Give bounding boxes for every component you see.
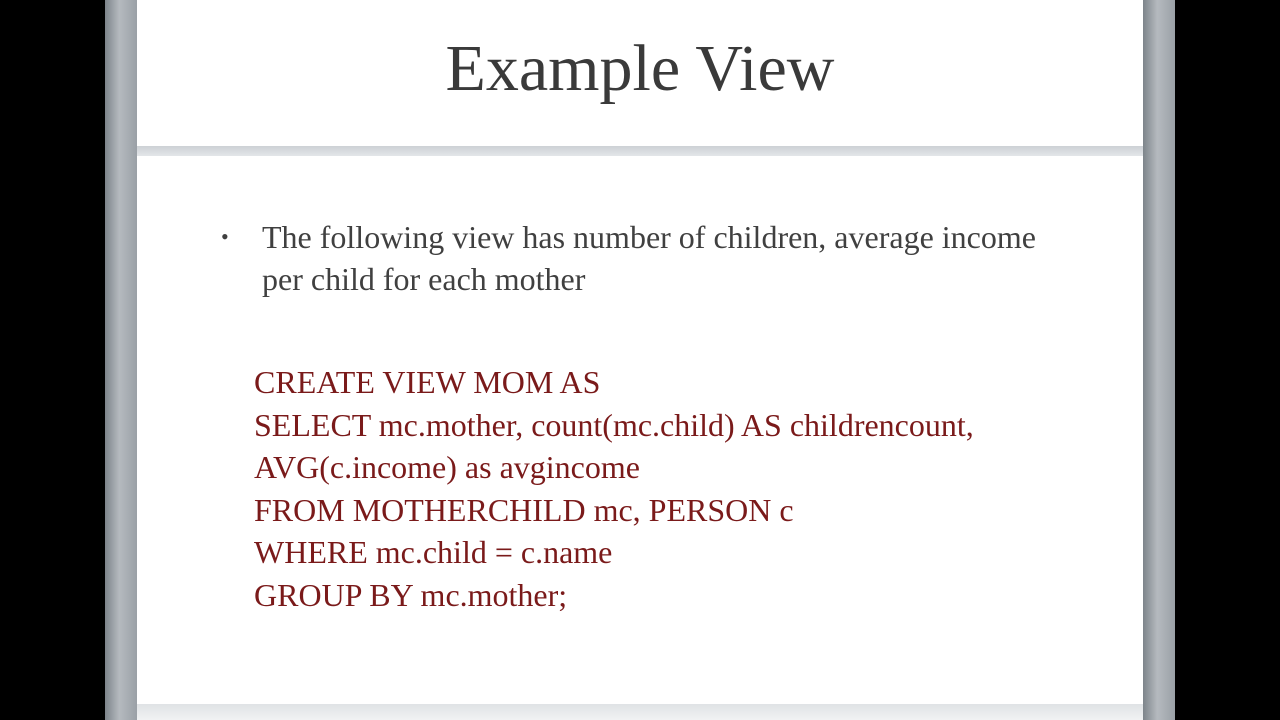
bullet-text: The following view has number of children, average income per child for each mother bbox=[262, 219, 1036, 297]
code-line-where: WHERE mc.child = c.name bbox=[254, 534, 613, 571]
presentation-slide bbox=[137, 0, 1143, 720]
code-line-group-by: GROUP BY mc.mother; bbox=[254, 576, 568, 613]
slide-title: Example View bbox=[445, 32, 835, 105]
slide-content bbox=[137, 156, 1143, 704]
code-line-avg: AVG(c.income) as avgincome bbox=[254, 449, 640, 486]
bullet-marker: • bbox=[221, 224, 229, 249]
right-slide-frame bbox=[1143, 0, 1175, 720]
code-line-from: FROM MOTHERCHILD mc, PERSON c bbox=[254, 491, 794, 528]
sql-code-block bbox=[254, 361, 1134, 617]
code-line-create: CREATE VIEW MOM AS bbox=[254, 364, 601, 400]
slide-title-area bbox=[137, 0, 1143, 146]
left-slide-frame bbox=[105, 0, 137, 720]
title-divider bbox=[137, 146, 1143, 156]
code-line-select: SELECT mc.mother, count(mc.child) AS childrencount, bbox=[254, 406, 974, 443]
slide-bottom-divider bbox=[137, 704, 1143, 720]
